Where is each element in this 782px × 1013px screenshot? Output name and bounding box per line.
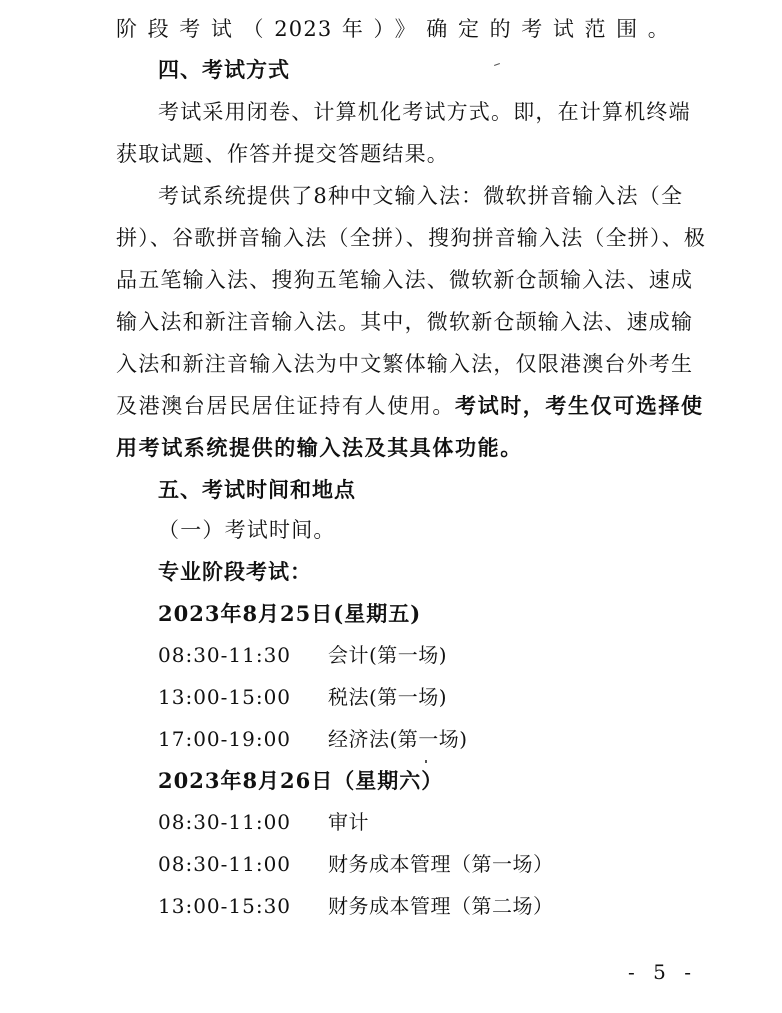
text-emphasis: 考试时，考生仅可选择使	[455, 393, 704, 418]
session-subject: 财务成本管理（第二场）	[328, 894, 554, 918]
text-line: 考试系统提供了8种中文输入法：微软拼音输入法（全	[158, 184, 684, 208]
text-line: 阶段考试（2023年）》确定的考试范围。	[116, 17, 670, 41]
session-subject: 税法(第一场)	[328, 685, 448, 709]
session-subject: 经济法(第一场)	[328, 727, 468, 751]
text-line	[116, 391, 704, 421]
section-heading-exam-method: 四、考试方式	[158, 58, 290, 82]
text-emphasis-line: 用考试系统提供的输入法及其具体功能。	[116, 435, 523, 460]
session-subject: 审计	[328, 810, 369, 834]
schedule-date: 2023年8月25日(星期五)	[158, 601, 422, 626]
scan-speck	[425, 760, 427, 763]
page-number: - 5 -	[628, 960, 697, 984]
text-normal: 及港澳台居民居住证持有人使用。	[116, 394, 455, 418]
text-line: 输入法和新注音输入法。其中，微软新仓颉输入法、速成输	[116, 310, 694, 334]
schedule-label: 专业阶段考试：	[158, 560, 312, 584]
session-time: 13:00-15:30	[158, 894, 292, 918]
text-line: 考试采用闭卷、计算机化考试方式。即，在计算机终端	[158, 100, 691, 124]
section-heading-exam-time-place: 五、考试时间和地点	[158, 478, 356, 502]
text-line: 获取试题、作答并提交答题结果。	[116, 142, 449, 166]
schedule-date: 2023年8月26日（星期六）	[158, 768, 444, 793]
subsection-heading: （一）考试时间。	[158, 518, 336, 542]
session-time: 08:30-11:00	[158, 810, 292, 834]
session-time: 17:00-19:00	[158, 727, 292, 751]
session-time: 13:00-15:00	[158, 685, 292, 709]
text-line: 品五笔输入法、搜狗五笔输入法、微软新仓颉输入法、速成	[116, 268, 694, 292]
session-time: 08:30-11:30	[158, 643, 292, 667]
text-line: 入法和新注音输入法为中文繁体输入法，仅限港澳台外考生	[116, 352, 694, 376]
session-time: 08:30-11:00	[158, 852, 292, 876]
session-subject: 财务成本管理（第一场）	[328, 852, 554, 876]
text-line: 拼）、谷歌拼音输入法（全拼）、搜狗拼音输入法（全拼）、极	[116, 226, 707, 250]
session-subject: 会计(第一场)	[328, 643, 448, 667]
